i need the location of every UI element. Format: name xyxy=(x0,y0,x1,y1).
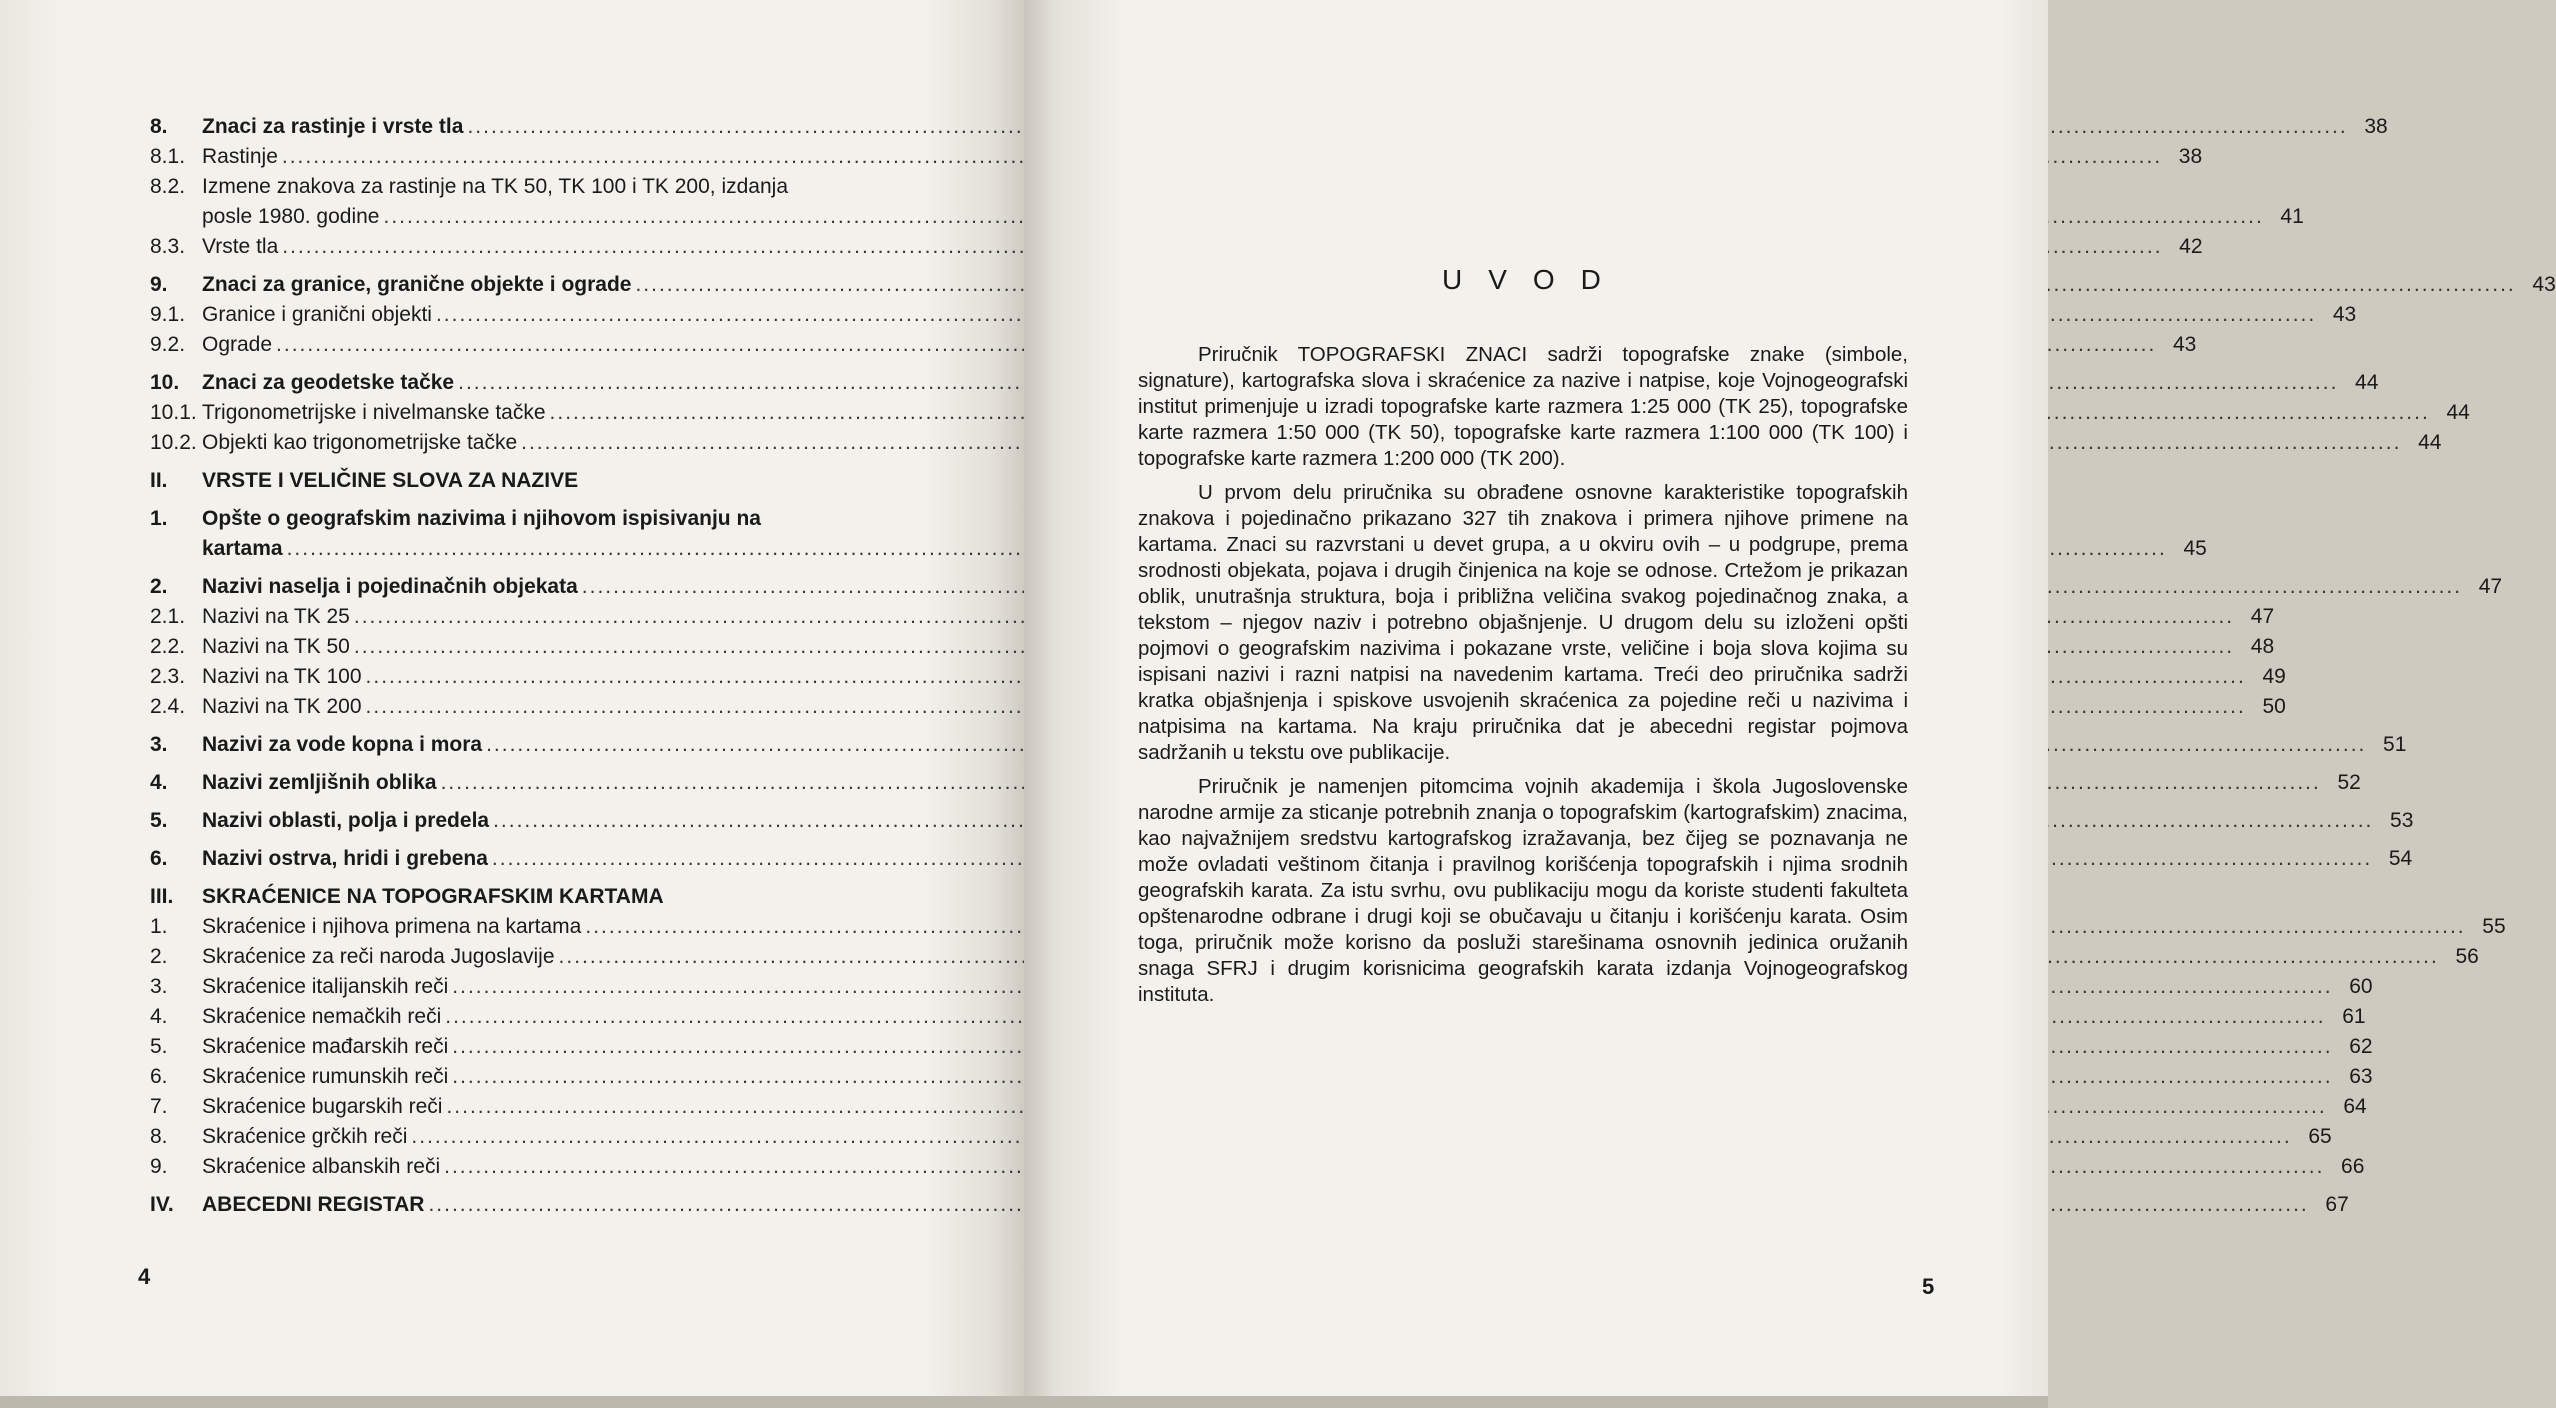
toc-entry-page: 55 xyxy=(2482,915,2506,938)
toc-entry xyxy=(150,1002,2366,1032)
toc-entry-number: 5. xyxy=(150,1035,168,1058)
toc-entry xyxy=(150,632,2275,662)
toc-entry-page: 53 xyxy=(2390,809,2414,832)
toc-entry-title: Nazivi zemljišnih oblika xyxy=(202,771,437,794)
toc-entry xyxy=(150,398,2470,428)
toc-entry xyxy=(150,572,2503,602)
toc-entry-page: 64 xyxy=(2343,1095,2367,1118)
toc-entry-page: 44 xyxy=(2355,371,2379,394)
toc-entry-title: Skraćenice italijanskih reči xyxy=(202,975,449,998)
toc-entry-number: 3. xyxy=(150,975,168,998)
toc-entry-number: 1. xyxy=(150,507,168,530)
toc-entry-number: 2.1. xyxy=(150,605,186,628)
toc-entry-title: Nazivi oblasti, polja i predela xyxy=(202,809,490,832)
toc-entry-page: 44 xyxy=(2446,401,2470,424)
left-page-number: 4 xyxy=(138,1264,151,1289)
toc-entry xyxy=(150,330,2197,360)
toc-entry xyxy=(150,806,2414,836)
toc-entry xyxy=(150,1062,2373,1092)
toc-entry-title: Granice i granični objekti xyxy=(202,303,432,326)
toc-entry-page: 47 xyxy=(2478,575,2503,598)
toc-entry-title: Nazivi na TK 100 xyxy=(202,665,362,688)
toc-entry-number: 9.2. xyxy=(150,333,186,356)
intro-paragraph: U prvom delu priručnika su obrađene osnovne karakteristike topografskih znakova i pojedinačno prikazano 327 tih znakova i primera njihove primene na kartama. Znaci su razvrstani u devet grupa, a u okviru ovih – u podgrupe, prema srodnosti objekata, pojava i drugih činjenica na koje se odnose. Crtežom je prikazan oblik, unutrašnja struktura, boja i približna veličina svakog pojedinačnog znaka, a tekstom – njegov naziv i potrebno objašnjenje. U drugom delu su izloženi opšti pojmovi o geografskim nazivima i pokazane vrste, veličine i boja slova kojima su ispisani nazivi i razni natpisi na navedenim kartama. Treći deo priručnika sadrži kratka objašnjenja i spiskove usvojenih skraćenica za pojedine reči u nazivima i natpisima na kartama. Na kraju priručnika dat je abecedni registar pojmova sadržanih u tekstu ove publikacije. xyxy=(1138,481,1908,764)
toc-entry-number: 8. xyxy=(150,1125,168,1148)
toc-entry-title-continued: posle 1980. godine xyxy=(202,205,380,228)
toc-entry-title: Nazivi na TK 25 xyxy=(202,605,350,628)
toc-entry-number: 9.1. xyxy=(150,303,186,326)
toc-entry-number: 6. xyxy=(150,1065,168,1088)
toc-entry-title: Izmene znakova za rastinje na TK 50, TK 100 i TK 200, izdanja xyxy=(202,175,789,198)
toc-entry xyxy=(150,1122,2332,1152)
toc-entry-title: Znaci za rastinje i vrste tla xyxy=(202,115,464,138)
toc-entry-title: Nazivi na TK 200 xyxy=(202,695,362,718)
toc-entry-title: Znaci za geodetske tačke xyxy=(202,371,455,394)
toc-entry-page: 54 xyxy=(2388,847,2413,870)
intro-paragraph: Priručnik TOPOGRAFSKI ZNACI sadrži topografske znake (simbole, signature), kartografska slova i skraćenice za nazive i natpise, koje Vojnogeografski institut primenjuje u izradi topografske karte razmera 1:25 000 (TK 25), topografske karte razmera 1:50 000 (TK 50), topografske karte razmera 1:100 000 (TK 100) i topografske karte razmera 1:200 000 (TK 200). xyxy=(1138,343,1908,470)
toc-entry-page: 60 xyxy=(2349,975,2373,998)
toc-entry-number: 7. xyxy=(150,1095,168,1118)
toc-entry xyxy=(150,1190,2349,1220)
toc-entry-number: 2.4. xyxy=(150,695,186,718)
toc-entry-number: 9. xyxy=(150,273,168,296)
toc-entry xyxy=(150,1032,2373,1062)
toc-entry xyxy=(150,972,2373,1002)
toc-entry-number: 2. xyxy=(150,945,168,968)
toc-entry xyxy=(150,142,2203,172)
toc-entry-page: 52 xyxy=(2337,771,2361,794)
toc-entry-title: Skraćenice grčkih reči xyxy=(202,1125,408,1148)
toc-entry-title: Skraćenice i njihova primena na kartama xyxy=(202,915,582,938)
toc-entry-page: 56 xyxy=(2455,945,2479,968)
toc-entry-number: 2.3. xyxy=(150,665,186,688)
toc-entry xyxy=(150,172,2304,232)
toc-entry-page: 49 xyxy=(2262,665,2286,688)
toc-entry xyxy=(150,768,2361,798)
toc-entry-number: 8.3. xyxy=(150,235,186,258)
toc-entry-page: 66 xyxy=(2341,1155,2365,1178)
toc-entry-title: Skraćenice mađarskih reči xyxy=(202,1035,449,1058)
toc-entry-page: 62 xyxy=(2349,1035,2373,1058)
toc-entry-title: Nazivi ostrva, hridi i grebena xyxy=(202,847,488,870)
toc-entry xyxy=(150,368,2379,398)
toc-entry xyxy=(150,730,2407,760)
toc-entry-title: Vrste tla xyxy=(202,235,279,258)
toc-entry-page: 47 xyxy=(2250,605,2275,628)
toc-entry xyxy=(150,112,2388,142)
toc-entry-page: 41 xyxy=(2280,205,2304,228)
toc-entry xyxy=(150,942,2479,972)
toc-entry-page: 51 xyxy=(2383,733,2407,756)
toc-entry-number: 6. xyxy=(150,847,168,870)
toc-entry-title: Skraćenice albanskih reči xyxy=(202,1155,441,1178)
toc-entry-title: Ograde xyxy=(202,333,273,356)
toc-entry-title: Objekti kao trigonometrijske tačke xyxy=(202,431,518,454)
toc-entry-page: 61 xyxy=(2342,1005,2366,1028)
toc-entry-number: 10.1. xyxy=(150,401,197,424)
toc-entry-number: 8. xyxy=(150,115,168,138)
toc-entry-page: 48 xyxy=(2250,635,2275,658)
toc-entry xyxy=(150,1152,2365,1182)
toc-entry xyxy=(150,882,930,912)
toc-entry xyxy=(150,844,2413,874)
intro-text xyxy=(1138,342,1908,1016)
toc-entry-page: 43 xyxy=(2532,273,2556,296)
toc-entry-title: VRSTE I VELIČINE SLOVA ZA NAZIVE xyxy=(202,469,579,492)
toc-entry-page: 63 xyxy=(2349,1065,2373,1088)
toc-entry-page: 38 xyxy=(2364,115,2388,138)
toc-entry xyxy=(150,692,2286,722)
intro-heading: UVOD xyxy=(1442,264,1627,295)
toc-entry-page: 50 xyxy=(2262,695,2286,718)
toc-entry-title: SKRAĆENICE NA TOPOGRAFSKIM KARTAMA xyxy=(202,885,664,908)
toc-entry-number: 4. xyxy=(150,771,168,794)
toc-entry-title: Skraćenice bugarskih reči xyxy=(202,1095,443,1118)
toc-entry-page: 67 xyxy=(2325,1193,2349,1216)
toc-entry-number: 4. xyxy=(150,1005,168,1028)
toc-entry xyxy=(150,300,2357,330)
toc-entry-title: Opšte o geografskim nazivima i njihovom ispisivanju na xyxy=(202,507,761,530)
toc-entry-number: 9. xyxy=(150,1155,168,1178)
toc-entry-title: Nazivi na TK 50 xyxy=(202,635,350,658)
toc-entry xyxy=(150,1092,2367,1122)
toc-entry xyxy=(150,232,2203,262)
toc-entry-title: Rastinje xyxy=(202,145,278,168)
toc-entry-number: III. xyxy=(150,885,174,908)
toc-entry-page: 43 xyxy=(2172,333,2197,356)
toc-entry-number: 10. xyxy=(150,371,180,394)
toc-entry-title: ABECEDNI REGISTAR xyxy=(202,1193,425,1216)
toc-entry xyxy=(150,912,2506,942)
toc-entry-title: Skraćenice rumunskih reči xyxy=(202,1065,449,1088)
right-page-number: 5 xyxy=(1922,1274,1935,1299)
toc-entry-number: 1. xyxy=(150,915,168,938)
toc-entry-number: 5. xyxy=(150,809,168,832)
toc-entry xyxy=(150,602,2275,632)
toc-entry-title-continued: kartama xyxy=(202,537,283,560)
toc-entry-page: 65 xyxy=(2308,1125,2332,1148)
toc-entry-page: 42 xyxy=(2179,235,2203,258)
toc-entry-page: 45 xyxy=(2183,537,2207,560)
toc-entry-number: 8.2. xyxy=(150,175,186,198)
toc-entry-title: Trigonometrijske i nivelmanske tačke xyxy=(202,401,546,424)
toc-entry-number: 2.2. xyxy=(150,635,186,658)
toc-entry-number: 2. xyxy=(150,575,168,598)
toc-entry-number: 10.2. xyxy=(150,431,197,454)
toc-entry-title: Skraćenice za reči naroda Jugoslavije xyxy=(202,945,555,968)
page-edge-shadow xyxy=(0,1396,2048,1408)
toc-entry-title: Skraćenice nemačkih reči xyxy=(202,1005,442,1028)
toc-entry-number: II. xyxy=(150,469,168,492)
toc-entry xyxy=(150,428,2442,458)
toc-entry-title: Znaci za granice, granične objekte i ograde xyxy=(202,273,632,296)
toc-entry xyxy=(150,662,2286,692)
intro-paragraph: Priručnik je namenjen pitomcima vojnih akademija i škola Jugoslovenske narodne armije za sticanje potrebnih znanja o topografskim (kartografskim) znacima, kao najvažnijem sredstvu kartografskog izražavanja, bez čijeg se poznavanja ne može ovladati veštinom čitanja i pravilnog korišćenja topografskih i njima srodnih geografskih karata. Za istu svrhu, ovu publikaciju mogu da koriste studenti fakulteta opštenarodne odbrane i drugi koji se obučavaju u čitanju i korišćenju karata. Osim toga, priručnik može korisno da posluži starešinama osnovnih jedinica oružanih snaga SFRJ i drugim korisnicima geografskih karata izdanja Vojnogeografskog instituta. xyxy=(1138,775,1908,1006)
toc-entry-page: 38 xyxy=(2178,145,2203,168)
toc-entry-title: Nazivi naselja i pojedinačnih objekata xyxy=(202,575,578,598)
toc-entry-page: 43 xyxy=(2332,303,2357,326)
toc-entry-title: Nazivi za vode kopna i mora xyxy=(202,733,483,756)
toc-entry xyxy=(150,504,2207,564)
toc-entry-number: 8.1. xyxy=(150,145,186,168)
toc-entry-number: 3. xyxy=(150,733,168,756)
toc-entry-page: 44 xyxy=(2418,431,2442,454)
toc-entry-number: IV. xyxy=(150,1193,174,1216)
toc-entry xyxy=(150,466,930,496)
